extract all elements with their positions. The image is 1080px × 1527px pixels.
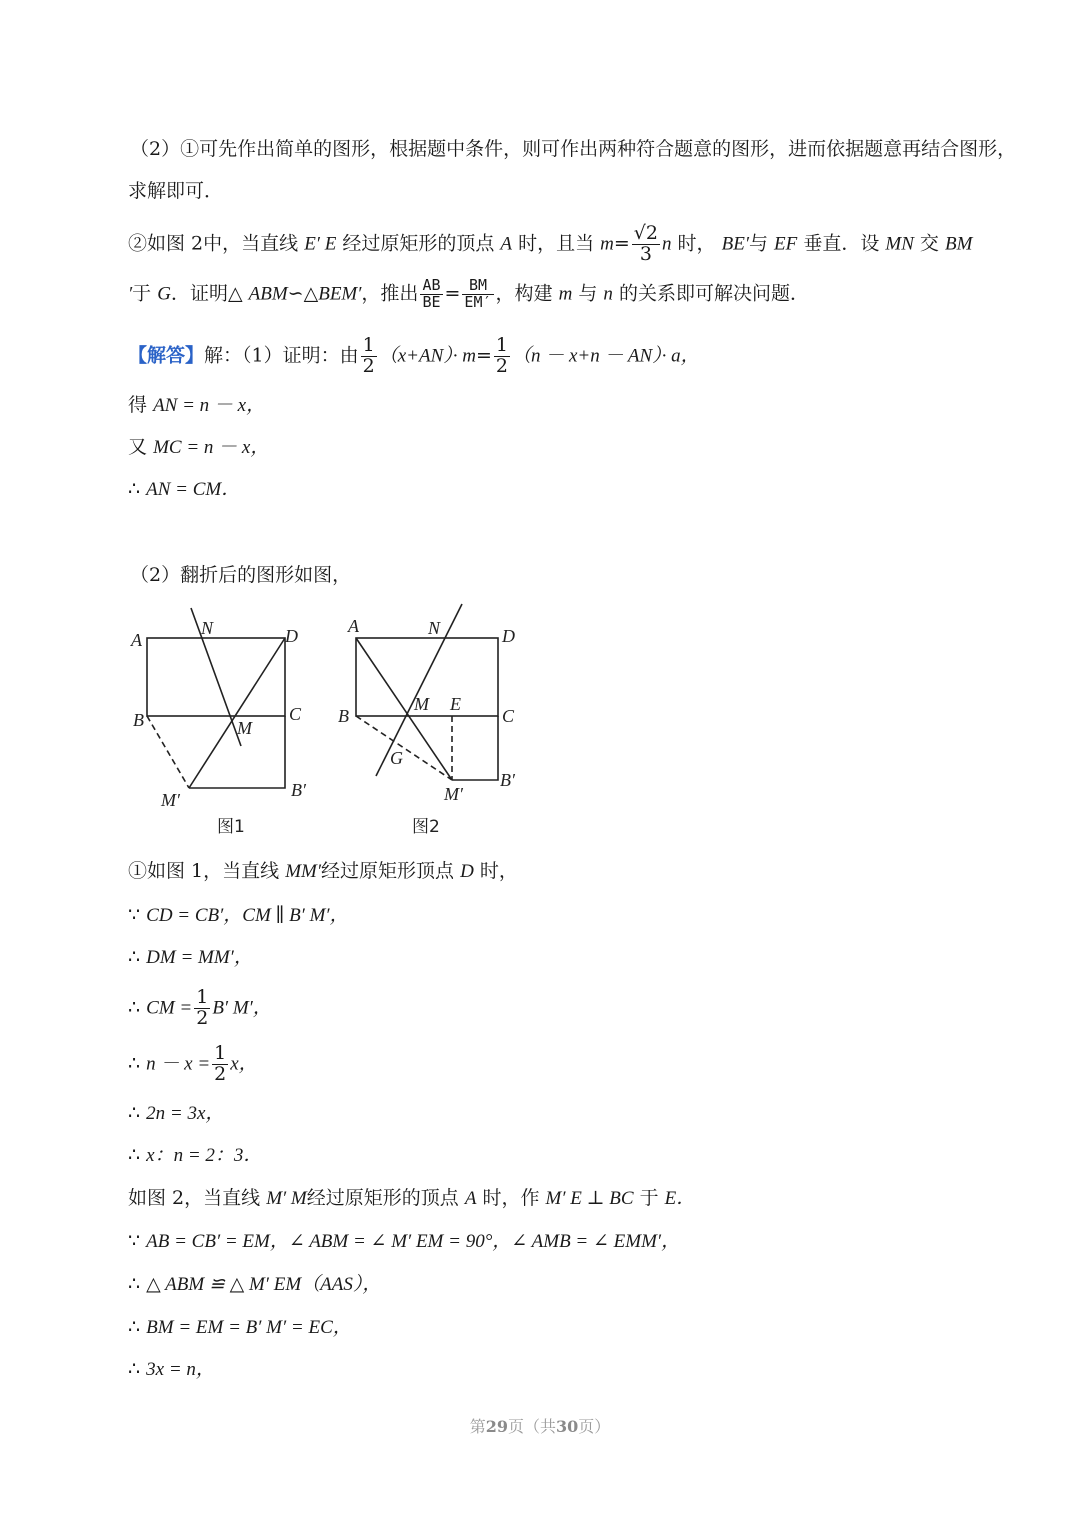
section-2-title: （2）翻折后的图形如图， [130, 564, 352, 586]
page-footer: 第29页（共30页） [469, 1417, 611, 1436]
answer-tag: 【解答】 [128, 344, 205, 367]
fig2-label-e: E [450, 694, 461, 714]
analysis-intro: （2）①可先作出简单的图形，根据题中条件，则可作出两种符合题意的图形，进而依据题意再结合图形， [130, 138, 1017, 160]
line-an-eq-cm: ∴ AN = CM． [128, 478, 241, 500]
fig1-label-b-prime: B′ [291, 780, 306, 800]
fig2-label-b-prime: B′ [500, 770, 515, 790]
case-2-line-2: ∴ △ ABM ≌ △ M′ EM（AAS）， [128, 1273, 382, 1295]
case-1-line-3: ∴ CM = $\frac{1}{2}$ B′ M′， [128, 986, 272, 1029]
case-1-intro: ①如图 1，当直线 MM′经过原矩形顶点 D 时， [128, 860, 518, 882]
ab-over-be-fraction: $\frac{AB}{BE}$ [422, 276, 441, 311]
fig1-dashed-bm [147, 716, 189, 788]
half-fraction: $\frac{1}{2}$ [495, 334, 508, 377]
answer-line: 【解答】解：（1）证明：由 $\frac{1}{2}$ （x+AN）· m= $\frac{1}{2}$ （n － x+n － AN）· a， [128, 334, 700, 377]
half-fraction: $\frac{1}{2}$ [362, 334, 375, 377]
case-1-line-2: ∴ DM = MM′， [128, 946, 253, 968]
bm-over-em-fraction: $\frac{BM}{EM'}$ [464, 276, 492, 311]
line-get-an: 得 AN = n － x， [128, 394, 266, 416]
case-2-line-3: ∴ BM = EM = B′ M′ = EC， [128, 1316, 352, 1338]
page-number: 29 [485, 1417, 508, 1436]
case-2-line-4: ∴ 3x = n， [128, 1358, 215, 1380]
case-1-line-5: ∴ 2n = 3x， [128, 1102, 225, 1124]
case-2-line-1: ∵ AB = CB′ = EM，∠ ABM = ∠ M′ EM = 90°，∠ AMB = ∠ EMM′， [128, 1230, 681, 1252]
fig2-rect-bottom [452, 716, 498, 780]
fig2-caption: 图2 [412, 817, 440, 837]
fig1-label-d: D [285, 626, 298, 646]
fig2-dashed-bm [356, 716, 452, 780]
fig1-label-c: C [289, 704, 302, 724]
analysis-step-2-cont: ′于 G．证明△ ABM∽△BEM′，推出 $\frac{AB}{BE}$ = $\frac{BM}{EM'}$ ，构建 m 与 n 的关系即可解决问题． [128, 276, 809, 311]
fig1-label-m: M [237, 718, 252, 738]
fig1-caption: 图1 [217, 817, 245, 837]
fig1-label-a: A [131, 630, 142, 650]
sqrt2-over-3-fraction: $\frac{√2}{3}$ [633, 222, 658, 265]
fig1-line-dm [189, 638, 285, 788]
fig1-label-b: B [133, 710, 144, 730]
page-total: 30 [556, 1417, 579, 1436]
fig2-line-am [356, 638, 452, 780]
fig2-label-n: N [428, 618, 441, 638]
figure-2 [330, 600, 530, 840]
line-also-mc: 又 MC = n － x， [128, 436, 270, 458]
case-1-line-4: ∴ n － x = $\frac{1}{2}$ x， [128, 1042, 258, 1085]
fig2-line-mn [376, 604, 462, 776]
fig1-label-n: N [201, 618, 214, 638]
fig2-label-m-prime: M′ [444, 784, 463, 804]
half-fraction: $\frac{1}{2}$ [196, 986, 209, 1029]
analysis-intro-cont: 求解即可． [128, 180, 224, 202]
fig2-label-g: G [390, 748, 403, 768]
fig1-line-mn [191, 608, 241, 746]
case-2-intro: 如图 2，当直线 M′ M经过原矩形的顶点 A 时，作 M′ E ⊥ BC 于 E． [128, 1187, 696, 1209]
case-1-line-1: ∵ CD = CB′，CM ∥ B′ M′， [128, 904, 349, 926]
fig2-label-c: C [502, 706, 515, 726]
fig1-label-m-prime: M′ [161, 790, 180, 810]
fig2-label-d: D [502, 626, 515, 646]
figure-1 [125, 600, 325, 840]
fig2-label-m: M [414, 694, 429, 714]
half-fraction: $\frac{1}{2}$ [214, 1042, 227, 1085]
case-1-line-6: ∴ x：n = 2：3． [128, 1144, 263, 1166]
fig2-label-b: B [338, 706, 349, 726]
fig2-label-a: A [348, 616, 359, 636]
analysis-step-2: ②如图 2中，当直线 E′ E 经过原矩形的顶点 A 时，且当 m= $\frac{√2}{3}$ n 时， BE′与 EF 垂直．设 MN 交 BM [128, 222, 973, 265]
